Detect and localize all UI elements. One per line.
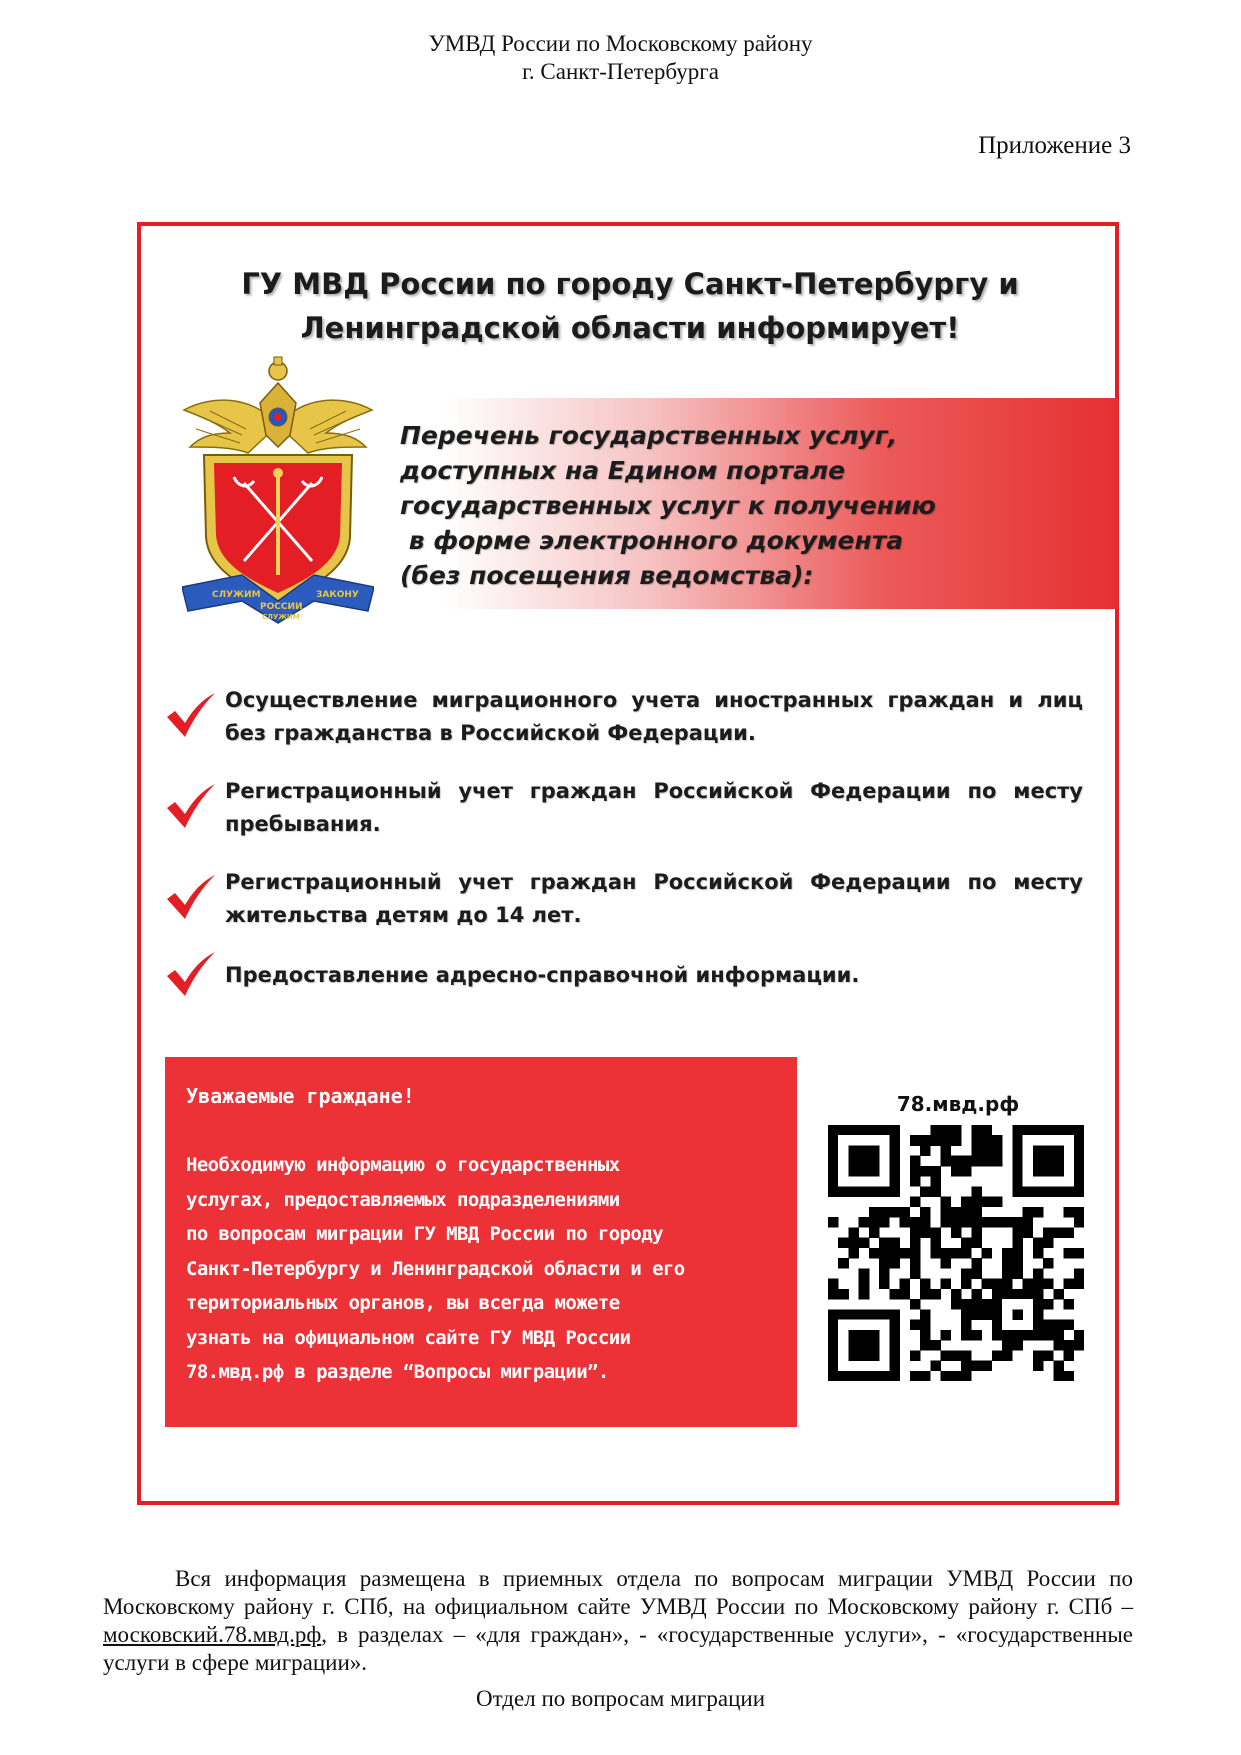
- services-intro-text: [400, 418, 1100, 593]
- check-icon: [165, 784, 217, 830]
- band-line-4: в форме электронного документа: [400, 526, 904, 555]
- footer-site-link[interactable]: московский.78.мвд.рф: [103, 1622, 322, 1647]
- check-icon: [165, 693, 217, 739]
- notice-line-1: Необходимую информацию о государственных: [186, 1154, 620, 1176]
- band-line-1: Перечень государственных услуг,: [400, 421, 898, 450]
- footer-text-part-2: , в разделах – «для граждан», - «государственные услуги», - «государственные услуги в сфере миграции».: [103, 1622, 1133, 1675]
- footer-paragraph: [103, 1565, 1133, 1677]
- band-line-2: доступных на Едином портале: [400, 456, 846, 485]
- notice-line-7: 78.мвд.рф в разделе “Вопросы миграции”.: [186, 1361, 609, 1383]
- emblem-ribbon-right: ЗАКОНУ: [316, 590, 359, 600]
- footer-signature: Отдел по вопросам миграции: [475, 1686, 766, 1711]
- emblem-ribbon-center: РОССИИ: [260, 602, 303, 612]
- service-item-1: Осуществление миграционного учета иностранных граждан и лиц без гражданства в Российской Федерации.: [225, 688, 1083, 745]
- police-emblem-icon: [182, 355, 374, 625]
- emblem-ribbon-left: СЛУЖИМ: [212, 590, 261, 600]
- band-line-5: (без посещения ведомства):: [400, 561, 814, 590]
- footer-text-part-1: Вся информация размещена в приемных отдела по вопросам миграции УМВД России по Московскому району г. СПб, на официальном сайте УМВД России по Московскому району г. СПб –: [103, 1566, 1133, 1619]
- notice-line-6: узнать на официальном сайте ГУ МВД России: [186, 1326, 631, 1349]
- poster-title-line-1: ГУ МВД России по городу Санкт-Петербургу и: [241, 267, 1019, 301]
- service-item-3: Регистрационный учет граждан Российской Федерации по месту жительства детям до 14 лет.: [225, 870, 1083, 927]
- notice-heading: Уважаемые граждане!: [186, 1084, 415, 1108]
- service-item-2: Регистрационный учет граждан Российской Федерации по месту пребывания.: [225, 779, 1083, 836]
- notice-body: [186, 1148, 796, 1390]
- header-line-1: УМВД России по Московскому району: [428, 31, 813, 56]
- emblem-ribbon-bottom: СЛУЖИМ: [262, 613, 300, 621]
- service-item-4: Предоставление адресно-справочной информации.: [225, 963, 860, 987]
- poster-title-line-2: Ленинградской области информирует!: [300, 311, 960, 345]
- notice-line-4: Санкт-Петербургу и Ленинградской области и его: [186, 1257, 685, 1280]
- notice-line-2: услугах, предоставляемых подразделениями: [186, 1188, 620, 1211]
- appendix-label: Приложение 3: [978, 132, 1131, 159]
- notice-line-5: териториальных органов, вы всегда можете: [186, 1292, 620, 1314]
- band-line-3: государственных услуг к получению: [400, 491, 936, 520]
- qr-code[interactable]: [828, 1125, 1084, 1381]
- qr-label: 78.мвд.рф: [896, 1092, 1020, 1116]
- check-icon: [165, 952, 217, 998]
- notice-line-3: по вопросам миграции ГУ МВД России по городу: [186, 1223, 663, 1245]
- check-icon: [165, 875, 217, 921]
- header-line-2: г. Санкт-Петербурга: [522, 59, 719, 84]
